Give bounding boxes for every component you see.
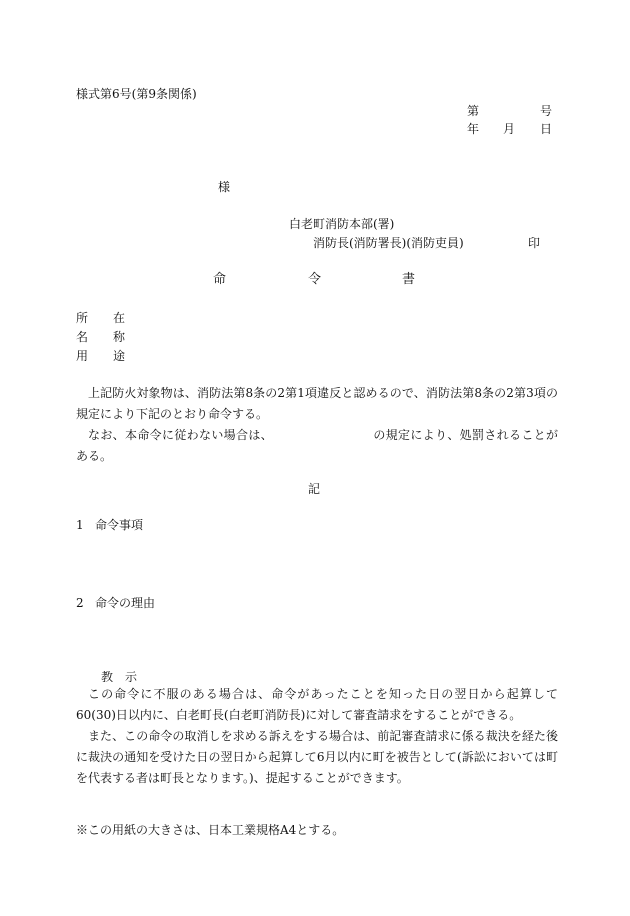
doc-title-char-3: 書: [402, 272, 416, 287]
field-location-char-1: 所: [76, 311, 89, 325]
section-2-label: 命令の理由: [95, 596, 156, 610]
recipient-suffix: 様: [218, 180, 231, 194]
body-paragraph-2: [76, 425, 558, 467]
date-month: 月: [503, 122, 516, 136]
section-1-label: 命令事項: [95, 518, 144, 532]
field-name-char-1: 名: [76, 330, 89, 344]
field-use-char-1: 用: [76, 349, 89, 363]
notice-text: [76, 684, 558, 789]
seal-mark: 印: [528, 236, 541, 250]
field-location-char-2: 在: [113, 311, 126, 325]
field-name-char-2: 称: [113, 330, 126, 344]
issuer-title: 消防長(消防署長)(消防吏員): [313, 236, 464, 250]
ki-heading: 記: [308, 482, 321, 496]
doc-number-prefix: 第: [467, 104, 480, 118]
date-year: 年: [467, 122, 480, 136]
doc-number-suffix: 号: [540, 104, 553, 118]
section-2-number: 2: [76, 596, 84, 610]
body-text: [76, 383, 558, 467]
notice-paragraph-2: また、この命令の取消しを求める訴えをする場合は、前記審査請求に係る裁決を経た後に裁決の通知を受けた日の翌日から起算して6月以内に町を被告として(訴訟においては町を代表する者は町長となります。)、提起することができます。: [76, 729, 558, 785]
body-paragraph-1: 上記防火対象物は、消防法第8条の2第1項違反と認めるので、消防法第8条の2第3項の規定により下記のとおり命令する。: [76, 386, 558, 421]
body-paragraph-2-start: なお、本命令に従わない場合は、: [88, 428, 273, 442]
form-label: 様式第6号(第9条関係): [76, 87, 197, 101]
notice-heading: 教 示: [101, 670, 138, 684]
section-1-number: 1: [76, 518, 84, 532]
notice-paragraph-1: この命令に不服のある場合は、命令があったことを知った日の翌日から起算して60(30)日以内に、白老町長(白老町消防長)に対して審査請求をすることができる。: [76, 687, 558, 722]
doc-title-char-2: 令: [308, 272, 322, 287]
issuer-org: 白老町消防本部(署): [289, 217, 395, 231]
field-use-char-2: 途: [113, 349, 126, 363]
doc-title-char-1: 命: [213, 272, 227, 287]
footnote: ※この用紙の大きさは、日本工業規格A4とする。: [76, 823, 345, 837]
date-day: 日: [540, 122, 553, 136]
body-paragraph-2-end: の規定により、処罰されることがある。: [76, 428, 558, 463]
